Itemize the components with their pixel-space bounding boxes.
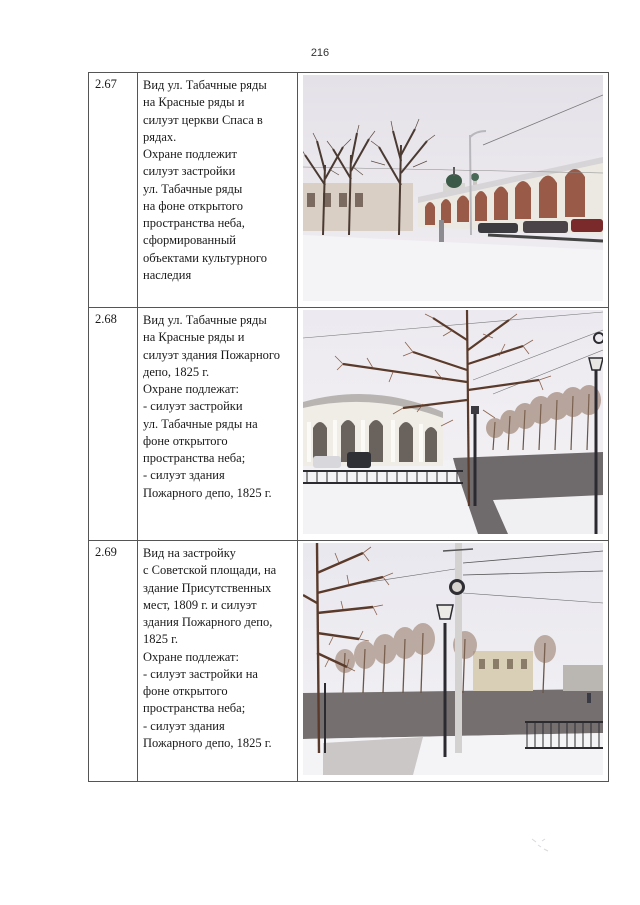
description-line: на Красные ряды и [143,330,245,345]
description-line: Охране подлежит [143,147,237,161]
row-photo-cell [298,308,609,541]
description-line: сформированный [143,233,236,248]
description-line: здания Пожарного депо, [143,615,273,629]
description-line: - силуэт здания [143,718,225,733]
scan-mark-icon [530,835,552,853]
description-line: Пожарного депо, 1825 г. [143,735,272,750]
description-line: фоне открытого [143,433,228,448]
table-row [89,73,609,308]
row-photo-cell [298,541,609,782]
row-description [138,73,298,308]
description-line: фоне открытого [143,684,228,698]
row-photo-cell [298,73,609,308]
description-line: Вид ул. Табачные ряды [143,313,267,327]
description-line: мест, 1809 г. и силуэт [143,597,257,612]
description-line: силуэт церкви Спаса в [143,112,263,127]
description-line: наследия [143,267,192,282]
description-line: на Красные ряды и [143,95,245,110]
description-line: ул. Табачные ряды на [143,416,258,431]
description-line: пространства неба, [143,216,245,230]
description-line: Охране подлежат: [143,382,239,396]
description-line: - силуэт здания [143,468,225,483]
description-line: рядах. [143,129,177,144]
description-line: - силуэт застройки [143,399,243,414]
row-number: 2.69 [89,541,138,782]
row-description [138,308,298,541]
description-line: силуэт застройки [143,164,236,179]
description-line: депо, 1825 г. [143,364,210,379]
description-line: пространства неба; [143,451,246,465]
description-line: 1825 г. [143,632,178,647]
description-line: с Советской площади, на [143,563,277,578]
row-number: 2.67 [89,73,138,308]
description-line: здание Присутственных [143,580,272,595]
heritage-views-table [88,72,609,782]
description-line: ул. Табачные ряды [143,181,243,196]
table-row [89,308,609,541]
winter-square-lamppost-photo [303,543,604,775]
description-line: - силуэт застройки на [143,666,258,681]
description-line: объектами культурного [143,250,267,265]
description-line: силуэт здания Пожарного [143,347,280,362]
winter-street-larch-photo [303,310,604,534]
row-description [138,541,298,782]
page-number: 216 [310,47,330,59]
winter-street-arcade-photo [303,75,604,301]
description-line: Вид ул. Табачные ряды [143,78,267,92]
description-line: Охране подлежат: [143,649,239,664]
description-line: Пожарного депо, 1825 г. [143,485,272,500]
row-number: 2.68 [89,308,138,541]
description-line: Вид на застройку [143,546,236,560]
description-line: на фоне открытого [143,198,243,213]
table-row [89,541,609,782]
description-line: пространства неба; [143,701,246,716]
